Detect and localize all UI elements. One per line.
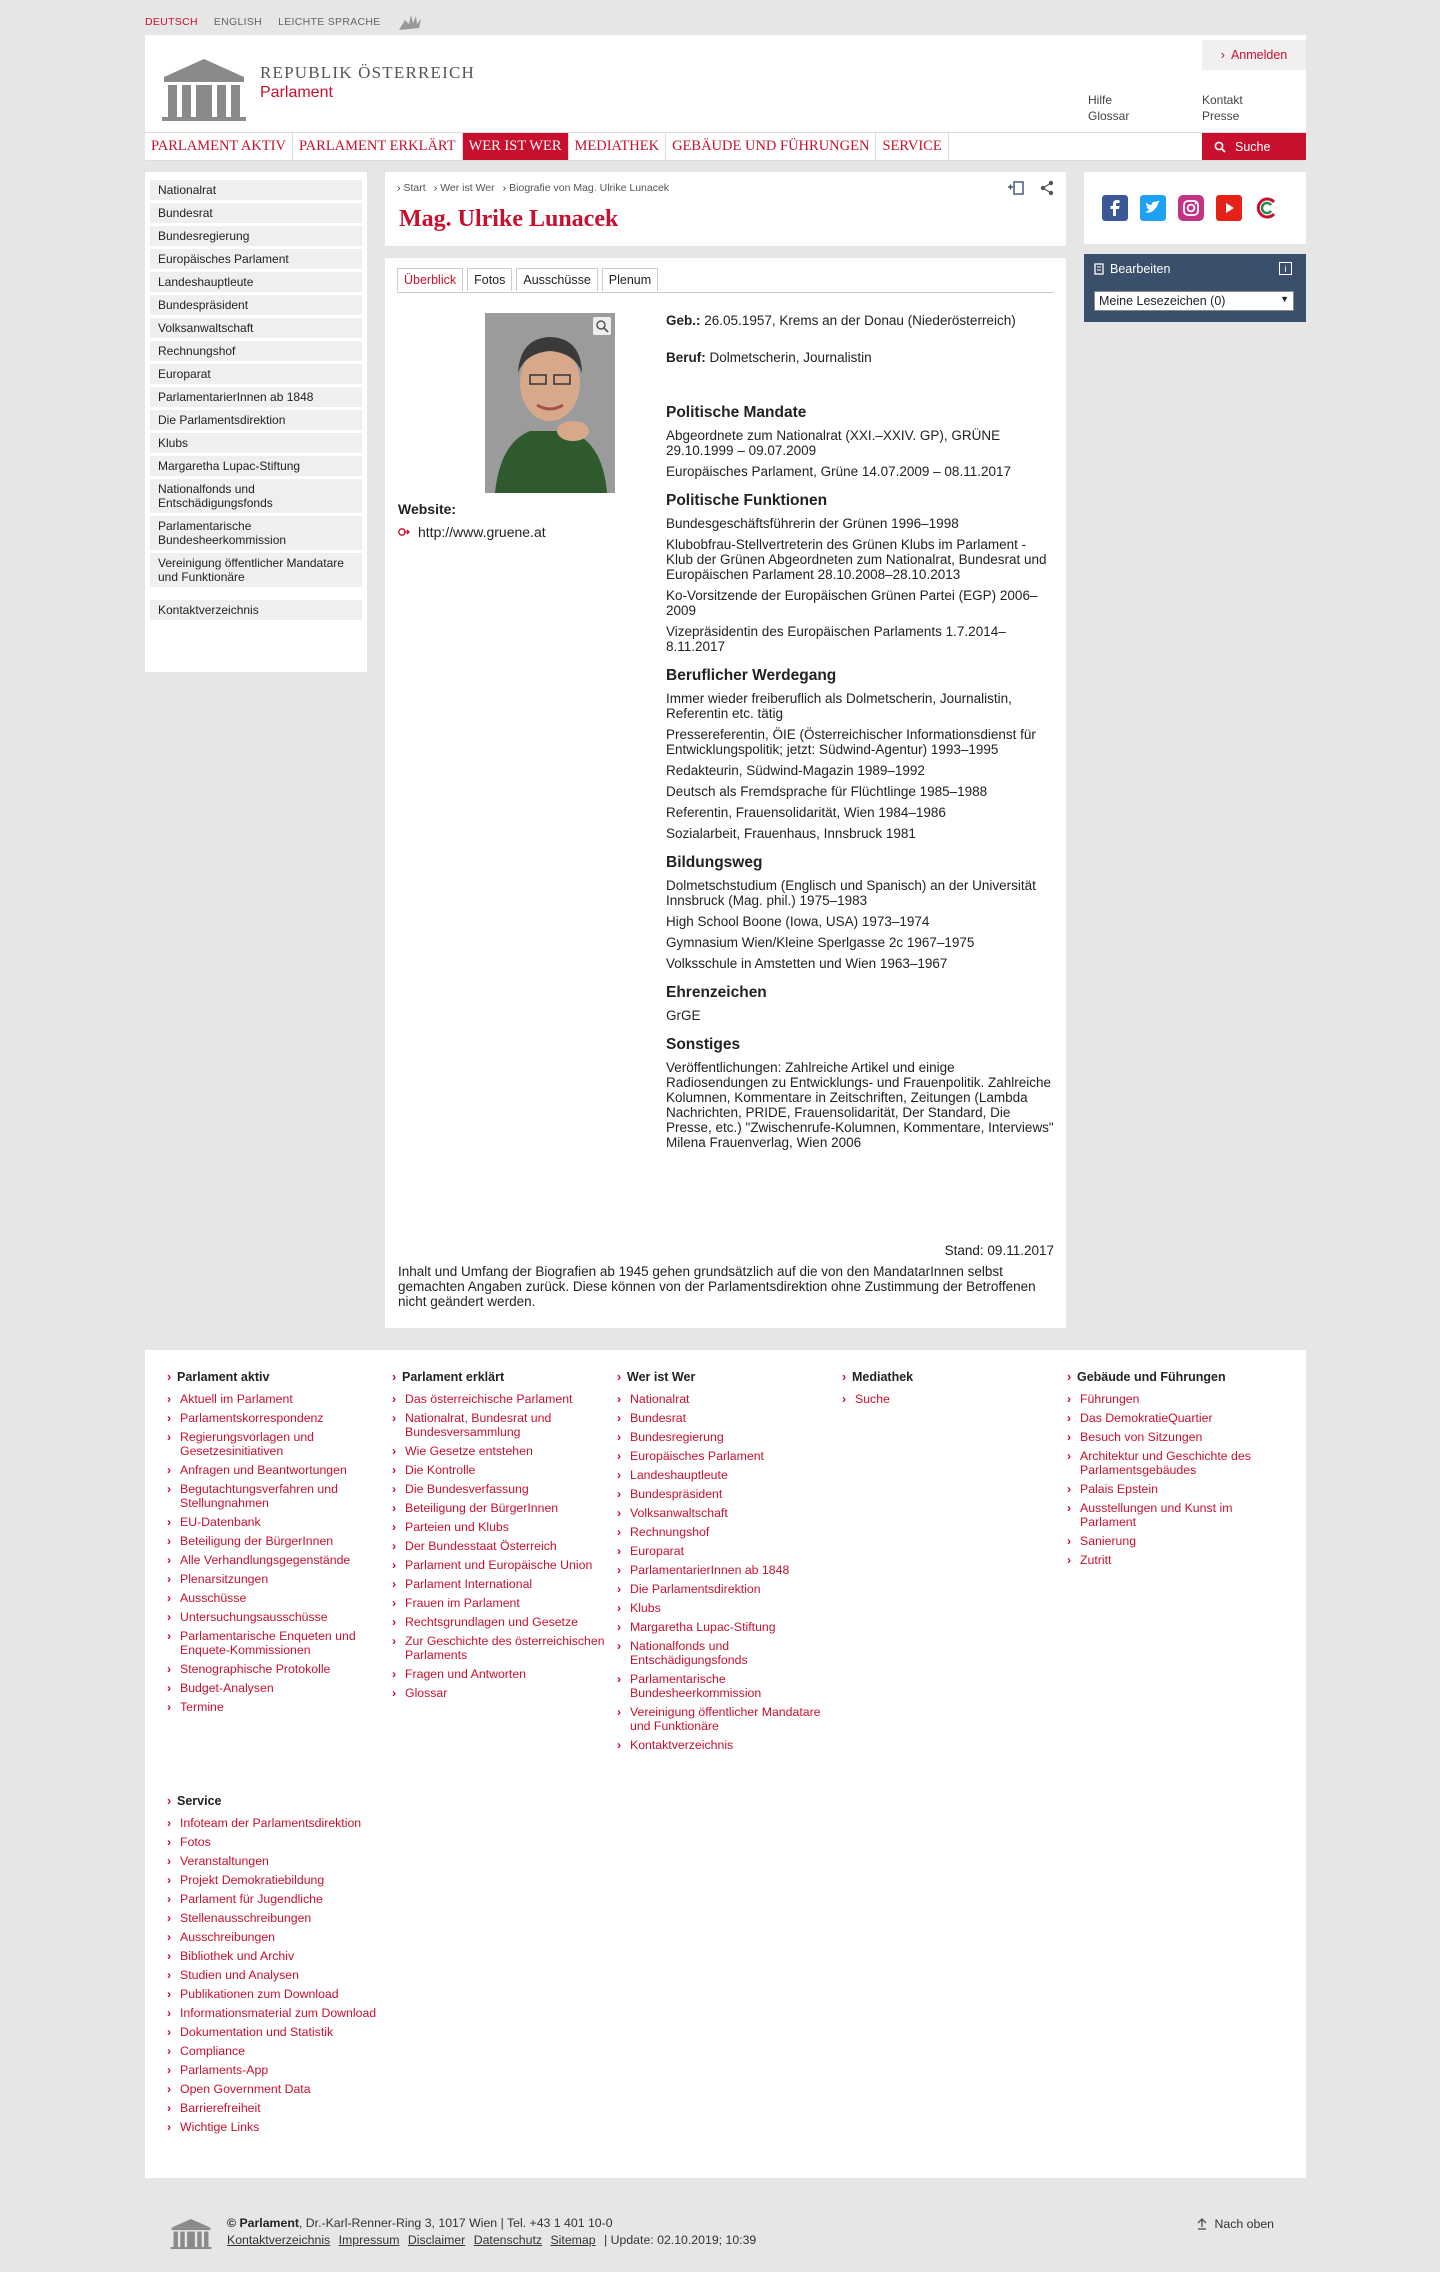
breadcrumb: [397, 182, 669, 194]
page-title: Mag. Ulrike Lunacek: [399, 206, 619, 232]
footer-link[interactable]: › Zutritt: [1067, 1553, 1282, 1567]
footer-link-kontaktverzeichnis[interactable]: Kontaktverzeichnis: [227, 2233, 331, 2247]
nav-gebaeude[interactable]: GEBÄUDE UND FÜHRUNGEN: [666, 133, 876, 160]
breadcrumb-item[interactable]: › Start: [397, 182, 426, 194]
sidebar-item[interactable]: Landeshauptleute: [150, 272, 362, 292]
glossary-link[interactable]: Glossar: [1088, 109, 1130, 123]
instagram-icon[interactable]: [1178, 195, 1204, 221]
search-button[interactable]: Suche: [1202, 133, 1306, 160]
footer-link[interactable]: › Aktuell im Parlament: [167, 1392, 382, 1406]
footer-link[interactable]: › Barrierefreiheit: [167, 2101, 382, 2115]
footer-link[interactable]: › Die Bundesverfassung: [392, 1482, 607, 1496]
tab-plenum[interactable]: Plenum: [602, 268, 658, 291]
footer-link[interactable]: › EU-Datenbank: [167, 1515, 382, 1529]
bookmarks-panel: [1084, 254, 1306, 322]
footer-link[interactable]: › Parlaments-App: [167, 2063, 382, 2077]
footer-link[interactable]: › Vereinigung öffentlicher Mandatare und Funktionäre: [617, 1705, 832, 1733]
footer-link[interactable]: › Die Kontrolle: [392, 1463, 607, 1477]
bio-entry: GrGE: [666, 1008, 701, 1023]
footer-link[interactable]: › Architektur und Geschichte des Parlamentsgebäudes: [1067, 1449, 1282, 1477]
facebook-icon[interactable]: [1102, 195, 1128, 221]
footer-link[interactable]: › Die Parlamentsdirektion: [617, 1582, 832, 1596]
bio-entry: Vizepräsidentin des Europäischen Parlaments 1.7.2014–8.11.2017: [666, 624, 1006, 654]
zoom-icon[interactable]: [593, 317, 611, 335]
footer-link-datenschutz[interactable]: Datenschutz: [473, 2233, 543, 2247]
social-media-bar: [1084, 172, 1306, 244]
bottom-bar: [145, 2195, 1306, 2255]
footer-sitemap: [145, 1350, 1306, 2178]
bio-section-title: Politische Funktionen: [666, 492, 828, 509]
sign-language-icon[interactable]: [397, 12, 423, 32]
tab-fotos[interactable]: Fotos: [467, 268, 512, 291]
footer-col-mediathek: › Mediathek › Suche: [842, 1370, 1057, 1411]
bookmark-add-icon[interactable]: [1008, 180, 1026, 196]
bio-section-title: Politische Mandate: [666, 404, 807, 421]
sidebar-item[interactable]: Bundesrat: [150, 203, 362, 223]
back-to-top-button[interactable]: Nach oben: [1197, 2217, 1274, 2231]
footer-link[interactable]: › Infoteam der Parlamentsdirektion: [167, 1816, 382, 1830]
breadcrumb-item: › Biografie von Mag. Ulrike Lunacek: [503, 182, 669, 194]
twitter-icon[interactable]: [1140, 195, 1166, 221]
stand-date: Stand: 09.11.2017: [944, 1243, 1054, 1258]
footer-link[interactable]: › Dokumentation und Statistik: [167, 2025, 382, 2039]
footer-link[interactable]: › Stellenausschreibungen: [167, 1911, 382, 1925]
sidebar-item[interactable]: Bundesregierung: [150, 226, 362, 246]
sidebar-item[interactable]: ParlamentarierInnen ab 1848: [150, 387, 362, 407]
nav-service[interactable]: SERVICE: [876, 133, 948, 160]
bio-entry: Ko-Vorsitzende der Europäischen Grünen Partei (EGP) 2006–2009: [666, 588, 1038, 618]
bio-entry: High School Boone (Iowa, USA) 1973–1974: [666, 914, 930, 929]
title-box: [385, 172, 1066, 246]
footer-link[interactable]: › Ausstellungen und Kunst im Parlament: [1067, 1501, 1282, 1529]
bio-section-title: Beruflicher Werdegang: [666, 667, 837, 684]
lang-leichte-sprache[interactable]: LEICHTE SPRACHE: [278, 16, 381, 28]
footer-link[interactable]: › Ausschüsse: [167, 1591, 382, 1605]
footer-link[interactable]: › Bundesregierung: [617, 1430, 832, 1444]
info-icon[interactable]: i: [1279, 262, 1292, 275]
footer-link[interactable]: › Fragen und Antworten: [392, 1667, 607, 1681]
language-bar: [145, 12, 423, 32]
lang-deutsch[interactable]: DEUTSCH: [145, 16, 198, 28]
bio-section-title: Bildungsweg: [666, 854, 763, 871]
tab-bar: [397, 268, 658, 291]
footer-link[interactable]: › Nationalrat: [617, 1392, 832, 1406]
sidebar-item[interactable]: Nationalrat: [150, 180, 362, 200]
main-navigation: [145, 132, 1306, 161]
parliament-building-icon: [160, 55, 248, 121]
footer-link[interactable]: › Publikationen zum Download: [167, 1987, 382, 2001]
footer-col-parlament-aktiv: › Parlament aktiv › Aktuell im Parlament › Parlamentskorrespondenz › Regierungsvorlagen und Gesetzesinitiativen › Anfragen und Beantwortungen › Begutachtungsverfahren und Stellungnahmen › EU-Datenbank › Beteiligung der BürgerInnen › Alle Verhandlungsgegenstände › Plenarsitzungen › Ausschüsse › Untersuchungsausschüsse › Parlamentarische Enqueten und Enquete-Kommissionen › Stenographische Protokolle › Budget-Analysen › Termine: [167, 1370, 382, 1719]
logo-subtitle: Parlament: [260, 84, 333, 101]
footer-link[interactable]: › Führungen: [1067, 1392, 1282, 1406]
footer-link[interactable]: › Begutachtungsverfahren und Stellungnahmen: [167, 1482, 382, 1510]
footer-link[interactable]: › Beteiligung der BürgerInnen: [392, 1501, 607, 1515]
footer-link[interactable]: › Parlamentarische Bundesheerkommission: [617, 1672, 832, 1700]
header-links-1: [1088, 92, 1129, 124]
footer-link[interactable]: › Parlament International: [392, 1577, 607, 1591]
footer-link[interactable]: › Wichtige Links: [167, 2120, 382, 2134]
birth-label: Geb.:: [666, 313, 701, 328]
sidebar: [145, 172, 367, 672]
parliament-logo-small-icon: [169, 2217, 213, 2249]
footer-link[interactable]: › Beteiligung der BürgerInnen: [167, 1534, 382, 1548]
arrow-up-icon: [1197, 2218, 1207, 2230]
footer-link[interactable]: › Sanierung: [1067, 1534, 1282, 1548]
footer-link[interactable]: › Klubs: [617, 1601, 832, 1615]
footer-link[interactable]: › Das DemokratieQuartier: [1067, 1411, 1282, 1425]
bio-entry: Dolmetschstudium (Englisch und Spanisch) an der Universität Innsbruck (Mag. phil.) 1975–1983: [666, 878, 1036, 908]
address: , Dr.-Karl-Renner-Ring 3, 1017 Wien | Tel. +43 1 401 10-0: [298, 2216, 613, 2230]
footer-link[interactable]: › Parlament für Jugendliche: [167, 1892, 382, 1906]
bio-entry: Bundesgeschäftsführerin der Grünen 1996–1998: [666, 516, 959, 531]
footer-link-sitemap[interactable]: Sitemap: [550, 2233, 596, 2247]
bookmark-icon: [1094, 263, 1104, 275]
lang-english[interactable]: ENGLISH: [213, 16, 263, 28]
footer-link[interactable]: › Anfragen und Beantwortungen: [167, 1463, 382, 1477]
sidebar-item[interactable]: Nationalfonds und Entschädigungsfonds: [150, 479, 362, 513]
biography-content: [385, 258, 1066, 1328]
footer-link[interactable]: › Suche: [842, 1392, 1057, 1406]
bio-entry: Volksschule in Amstetten und Wien 1963–1967: [666, 956, 948, 971]
footer-link[interactable]: › Termine: [167, 1700, 382, 1714]
footer-col-gebaeude: › Gebäude und Führungen › Führungen › Das DemokratieQuartier › Besuch von Sitzungen › Architektur und Geschichte des Parlamentsgebäudes › Palais Epstein › Ausstellungen und Kunst im Parlament › Sanierung › Zutritt: [1067, 1370, 1282, 1572]
edit-bookmarks-link[interactable]: Bearbeiten: [1110, 262, 1171, 276]
footer-link[interactable]: › Wie Gesetze entstehen: [392, 1444, 607, 1458]
bio-entry: Referentin, Frauensolidarität, Wien 1984–1986: [666, 805, 946, 820]
portrait-image: [485, 313, 615, 493]
footer-link[interactable]: › Budget-Analysen: [167, 1681, 382, 1695]
bio-entry: Deutsch als Fremdsprache für Flüchtlinge 1985–1988: [666, 784, 988, 799]
bio-section-title: Ehrenzeichen: [666, 984, 767, 1001]
disclaimer-text: Inhalt und Umfang der Biografien ab 1945 gehen grundsätzlich auf die von den MandatarInnen selbst gemachten Angaben zurück. Diese können von der Parlamentsdirektion ohne Zustimmung der Betroffenen nicht geändert werden.: [398, 1264, 1036, 1309]
footer-link[interactable]: › Landeshauptleute: [617, 1468, 832, 1482]
footer-link[interactable]: › Das österreichische Parlament: [392, 1392, 607, 1406]
footer-link[interactable]: › Parlament und Europäische Union: [392, 1558, 607, 1572]
footer-link[interactable]: › Untersuchungsausschüsse: [167, 1610, 382, 1624]
footer-link[interactable]: › Europarat: [617, 1544, 832, 1558]
app-icon[interactable]: [1254, 195, 1280, 221]
footer-link[interactable]: › Fotos: [167, 1835, 382, 1849]
portrait-photo[interactable]: [485, 313, 615, 493]
sidebar-item[interactable]: Bundespräsident: [150, 295, 362, 315]
tab-ueberblick[interactable]: Überblick: [397, 268, 463, 291]
footer-link[interactable]: › Palais Epstein: [1067, 1482, 1282, 1496]
sidebar-item[interactable]: Margaretha Lupac-Stiftung: [150, 456, 362, 476]
bio-entry: Europäisches Parlament, Grüne 14.07.2009 – 08.11.2017: [666, 464, 1011, 479]
sidebar-item[interactable]: Volksanwaltschaft: [150, 318, 362, 338]
sidebar-item[interactable]: Europäisches Parlament: [150, 249, 362, 269]
login-button[interactable]: › Anmelden: [1202, 40, 1306, 70]
bio-entry: Redakteurin, Südwind-Magazin 1989–1992: [666, 763, 925, 778]
footer-link[interactable]: › Rechnungshof: [617, 1525, 832, 1539]
sidebar-item[interactable]: Die Parlamentsdirektion: [150, 410, 362, 430]
sidebar-item[interactable]: Parlamentarische Bundesheerkommission: [150, 516, 362, 550]
tab-ausschuesse[interactable]: Ausschüsse: [516, 268, 597, 291]
footer-link[interactable]: › Stenographische Protokolle: [167, 1662, 382, 1676]
parliament-logo[interactable]: [160, 55, 475, 121]
footer-col-parlament-erklaert: › Parlament erklärt › Das österreichische Parlament › Nationalrat, Bundesrat und Bundesversammlung › Wie Gesetze entstehen › Die Kontrolle › Die Bundesverfassung › Beteiligung der BürgerInnen › Parteien und Klubs › Der Bundesstaat Österreich › Parlament und Europäische Union › Parlament International › Frauen im Parlament › Rechtsgrundlagen und Gesetze › Zur Geschichte des österreichischen Parlaments › Fragen und Antworten › Glossar: [392, 1370, 607, 1705]
nav-wer-ist-wer[interactable]: WER IST WER: [463, 133, 569, 160]
share-icon[interactable]: [1040, 180, 1054, 196]
footer-link[interactable]: › Bundespräsident: [617, 1487, 832, 1501]
bio-entry: Veröffentlichungen: Zahlreiche Artikel und einige Radiosendungen zu Entwicklungs- und Frauenpolitik. Zahlreiche Kolumnen, Kommentare in Zeitschriften, Zeitungen (Lambda Nachrichten, PRIDE, Frauensolidarität, Der Standard, Die Presse, etc.) "Zwischenrufe-Kolumnen, Kommentare, Interviews" Milena Frauenverlag, Wien 2006: [666, 1060, 1054, 1150]
header-links-2: [1202, 92, 1243, 124]
bio-entry: Sozialarbeit, Frauenhaus, Innsbruck 1981: [666, 826, 916, 841]
bookmarks-select[interactable]: Meine Lesezeichen (0) ▼: [1094, 291, 1294, 311]
footer-link[interactable]: › Kontaktverzeichnis: [617, 1738, 832, 1752]
copyright-org: © Parlament: [227, 2216, 299, 2230]
sidebar-item-kontaktverzeichnis[interactable]: Kontaktverzeichnis: [150, 600, 362, 620]
website-link[interactable]: http://www.gruene.at: [398, 524, 546, 540]
footer-link[interactable]: › Parteien und Klubs: [392, 1520, 607, 1534]
biography-text: [666, 313, 1056, 1156]
nav-parlament-erklaert[interactable]: PARLAMENT ERKLÄRT: [293, 133, 463, 160]
footer-link[interactable]: › Parlamentskorrespondenz: [167, 1411, 382, 1425]
site-header: [145, 35, 1306, 132]
footer-link[interactable]: › Plenarsitzungen: [167, 1572, 382, 1586]
footer-link[interactable]: › Nationalrat, Bundesrat und Bundesversammlung: [392, 1411, 607, 1439]
footer-link[interactable]: › Volksanwaltschaft: [617, 1506, 832, 1520]
chevron-right-icon: ›: [1220, 48, 1225, 62]
sidebar-item[interactable]: Vereinigung öffentlicher Mandatare und Funktionäre: [150, 553, 362, 587]
birth-value: 26.05.1957, Krems an der Donau (Niederösterreich): [704, 313, 1016, 328]
sidebar-item[interactable]: Europarat: [150, 364, 362, 384]
footer-link[interactable]: › Bundesrat: [617, 1411, 832, 1425]
sidebar-item[interactable]: Rechnungshof: [150, 341, 362, 361]
website-label: Website:: [398, 501, 457, 517]
bio-entry: Pressereferentin, ÖIE (Österreichischer Informationsdienst für Entwicklungspolitik; jetzt: Südwind-Agentur) 1993–1995: [666, 727, 1036, 757]
search-icon: [1214, 141, 1226, 153]
nav-mediathek[interactable]: MEDIATHEK: [569, 133, 667, 160]
logo-title: REPUBLIK ÖSTERREICH: [260, 63, 476, 82]
footer-link[interactable]: › Open Government Data: [167, 2082, 382, 2096]
youtube-icon[interactable]: [1216, 195, 1242, 221]
external-link-icon: [398, 527, 410, 537]
footer-col-service: › Service › Infoteam der Parlamentsdirektion › Fotos › Veranstaltungen › Projekt Demokratiebildung › Parlament für Jugendliche › Stellenausschreibungen › Ausschreibungen › Bibliothek und Archiv › Studien und Analysen › Publikationen zum Download › Informationsmaterial zum Download › Dokumentation und Statistik › Compliance › Parlaments-App › Open Government Data › Barrierefreiheit › Wichtige Links: [167, 1794, 382, 2139]
profession-value: Dolmetscherin, Journalistin: [709, 350, 872, 365]
footer-link-disclaimer[interactable]: Disclaimer: [407, 2233, 466, 2247]
footer-link[interactable]: › Nationalfonds und Entschädigungsfonds: [617, 1639, 832, 1667]
footer-link[interactable]: › Der Bundesstaat Österreich: [392, 1539, 607, 1553]
press-link[interactable]: Presse: [1202, 109, 1240, 123]
footer-link[interactable]: › Bibliothek und Archiv: [167, 1949, 382, 1963]
footer-link[interactable]: › Europäisches Parlament: [617, 1449, 832, 1463]
contact-link[interactable]: Kontakt: [1202, 93, 1243, 107]
footer-link[interactable]: › Alle Verhandlungsgegenstände: [167, 1553, 382, 1567]
footer-link[interactable]: › Margaretha Lupac-Stiftung: [617, 1620, 832, 1634]
profession-label: Beruf:: [666, 350, 706, 365]
footer-link[interactable]: › Regierungsvorlagen und Gesetzesinitiativen: [167, 1430, 382, 1458]
bio-entry: Gymnasium Wien/Kleine Sperlgasse 2c 1967–1975: [666, 935, 975, 950]
breadcrumb-item[interactable]: › Wer ist Wer: [434, 182, 495, 194]
bio-entry: Abgeordnete zum Nationalrat (XXI.–XXIV. GP), GRÜNE 29.10.1999 – 09.07.2009: [666, 428, 1001, 458]
update-date: | Update: 02.10.2019; 10:39: [604, 2233, 757, 2247]
bio-entry: Klubobfrau-Stellvertreterin des Grünen Klubs im Parlament - Klub der Grünen Abgeordneten zum Nationalrat, Bundesrat und Europäischen Parlament 28.10.2008–28.10.2013: [666, 537, 1047, 582]
footer-link[interactable]: › Frauen im Parlament: [392, 1596, 607, 1610]
bio-entry: Immer wieder freiberuflich als Dolmetscherin, Journalistin, Referentin etc. tätig: [666, 691, 1012, 721]
bio-section-title: Sonstiges: [666, 1036, 741, 1053]
footer-link[interactable]: › Besuch von Sitzungen: [1067, 1430, 1282, 1444]
footer-col-wer-ist-wer: › Wer ist Wer › Nationalrat › Bundesrat › Bundesregierung › Europäisches Parlament › Landeshauptleute › Bundespräsident › Volksanwaltschaft › Rechnungshof › Europarat › ParlamentarierInnen ab 1848 › Die Parlamentsdirektion › Klubs › Margaretha Lupac-Stiftung › Nationalfonds und Entschädigungsfonds › Parlamentarische Bundesheerkommission › Vereinigung öffentlicher Mandatare und Funktionäre › Kontaktverzeichnis: [617, 1370, 832, 1757]
footer-link[interactable]: › ParlamentarierInnen ab 1848: [617, 1563, 832, 1577]
dropdown-arrow-icon: ▼: [1280, 294, 1289, 304]
nav-parlament-aktiv[interactable]: PARLAMENT AKTIV: [145, 133, 293, 160]
footer-link[interactable]: › Compliance: [167, 2044, 382, 2058]
footer-link[interactable]: › Parlamentarische Enqueten und Enquete-Kommissionen: [167, 1629, 382, 1657]
footer-link[interactable]: › Studien und Analysen: [167, 1968, 382, 1982]
footer-link[interactable]: › Glossar: [392, 1686, 607, 1700]
sidebar-item[interactable]: Klubs: [150, 433, 362, 453]
footer-link[interactable]: › Rechtsgrundlagen und Gesetze: [392, 1615, 607, 1629]
footer-link[interactable]: › Projekt Demokratiebildung: [167, 1873, 382, 1887]
footer-link[interactable]: › Veranstaltungen: [167, 1854, 382, 1868]
footer-link[interactable]: › Ausschreibungen: [167, 1930, 382, 1944]
help-link[interactable]: Hilfe: [1088, 93, 1113, 107]
footer-link[interactable]: › Informationsmaterial zum Download: [167, 2006, 382, 2020]
footer-link[interactable]: › Zur Geschichte des österreichischen Parlaments: [392, 1634, 607, 1662]
footer-link-impressum[interactable]: Impressum: [338, 2233, 400, 2247]
